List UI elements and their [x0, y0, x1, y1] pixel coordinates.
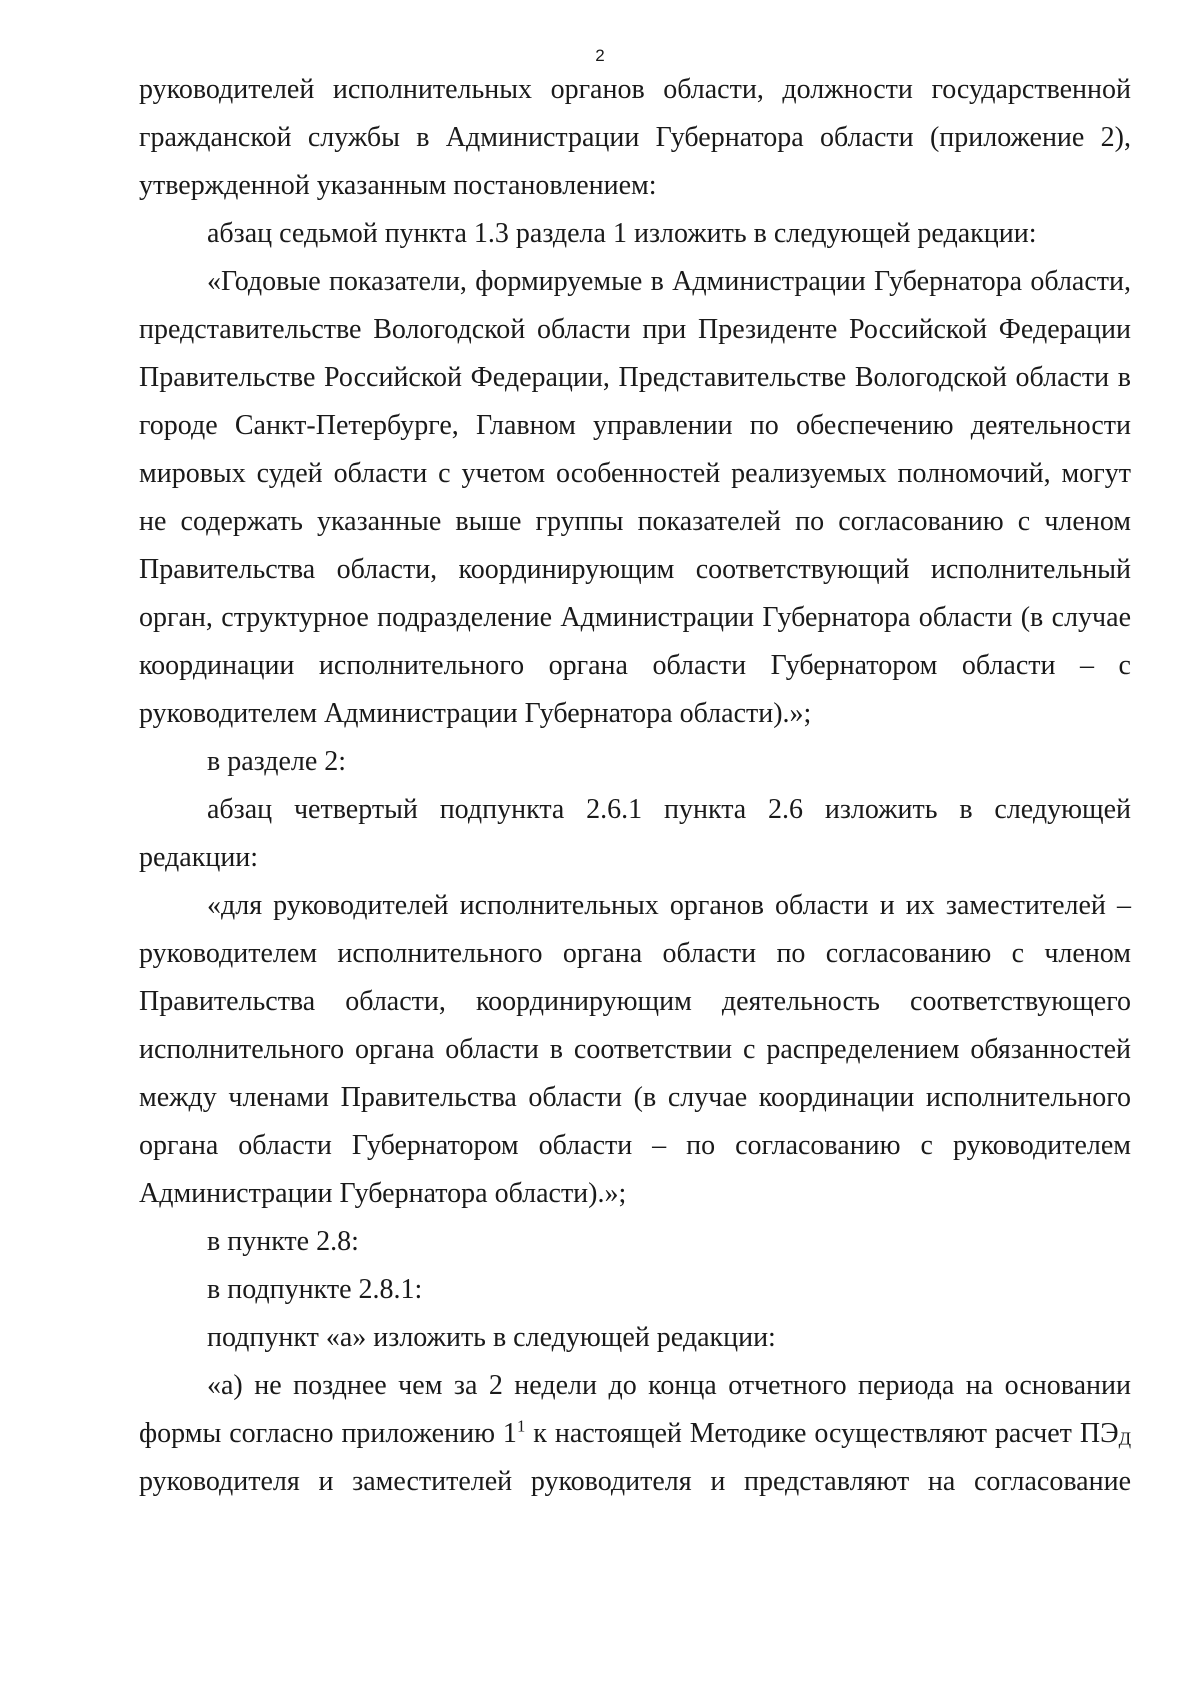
paragraph-2: абзац седьмой пункта 1.3 раздела 1 изложить в следующей редакции:: [207, 218, 1037, 249]
paragraph-10-start: «а) не позднее чем за 2 недели до конца отчетного периода на основании формы согласно приложению 1: [139, 1370, 1131, 1449]
page-number: 2: [595, 46, 605, 65]
index-subscript: Д: [1118, 1428, 1131, 1449]
paragraph-9: подпункт «а» изложить в следующей редакции:: [207, 1322, 776, 1353]
paragraph-1: руководителей исполнительных органов области, должности государственной гражданской службы в Администрации Губернатора области (приложение 2), утвержденной указанным постановлением:: [139, 74, 1131, 201]
paragraph-6: «для руководителей исполнительных органов области и их заместителей – руководителем исполнительного органа области по согласованию с членом Правительства области, координирующим деятельность соответствующего исполнительного органа области в соответствии с распределением обязанностей между членами Правительства области (в случае координации исполнительного органа области Губернатором области – по согласованию с руководителем Администрации Губернатора области).»;: [139, 890, 1131, 1209]
appendix-superscript: 1: [516, 1416, 526, 1436]
paragraph-8: в подпункте 2.8.1:: [207, 1274, 423, 1305]
paragraph-4: в разделе 2:: [207, 746, 347, 777]
paragraph-5: абзац четвертый подпункта 2.6.1 пункта 2.6 изложить в следующей редакции:: [139, 794, 1131, 873]
paragraph-3: «Годовые показатели, формируемые в Администрации Губернатора области, представительстве Вологодской области при Президенте Российской Федерации Правительстве Российской Федерации, Представительстве Вологодской области в городе Санкт-Петербурге, Главном управлении по обеспечению деятельности мировых судей области с учетом особенностей реализуемых полномочий, могут не содержать указанные выше группы показателей по согласованию с членом Правительства области, координирующим соответствующий исполнительный орган, структурное подразделение Администрации Губернатора области (в случае координации исполнительного органа области Губернатором области – с руководителем Администрации Губернатора области).»;: [139, 266, 1131, 729]
paragraph-7: в пункте 2.8:: [207, 1226, 359, 1257]
paragraph-10-end: руководителя и заместителей руководителя и представляют на согласование: [139, 1466, 1131, 1497]
paragraph-10: [139, 1362, 1131, 1506]
document-body: [139, 66, 1131, 1506]
paragraph-10-middle: к настоящей Методике осуществляют расчет ПЭ: [525, 1418, 1119, 1449]
